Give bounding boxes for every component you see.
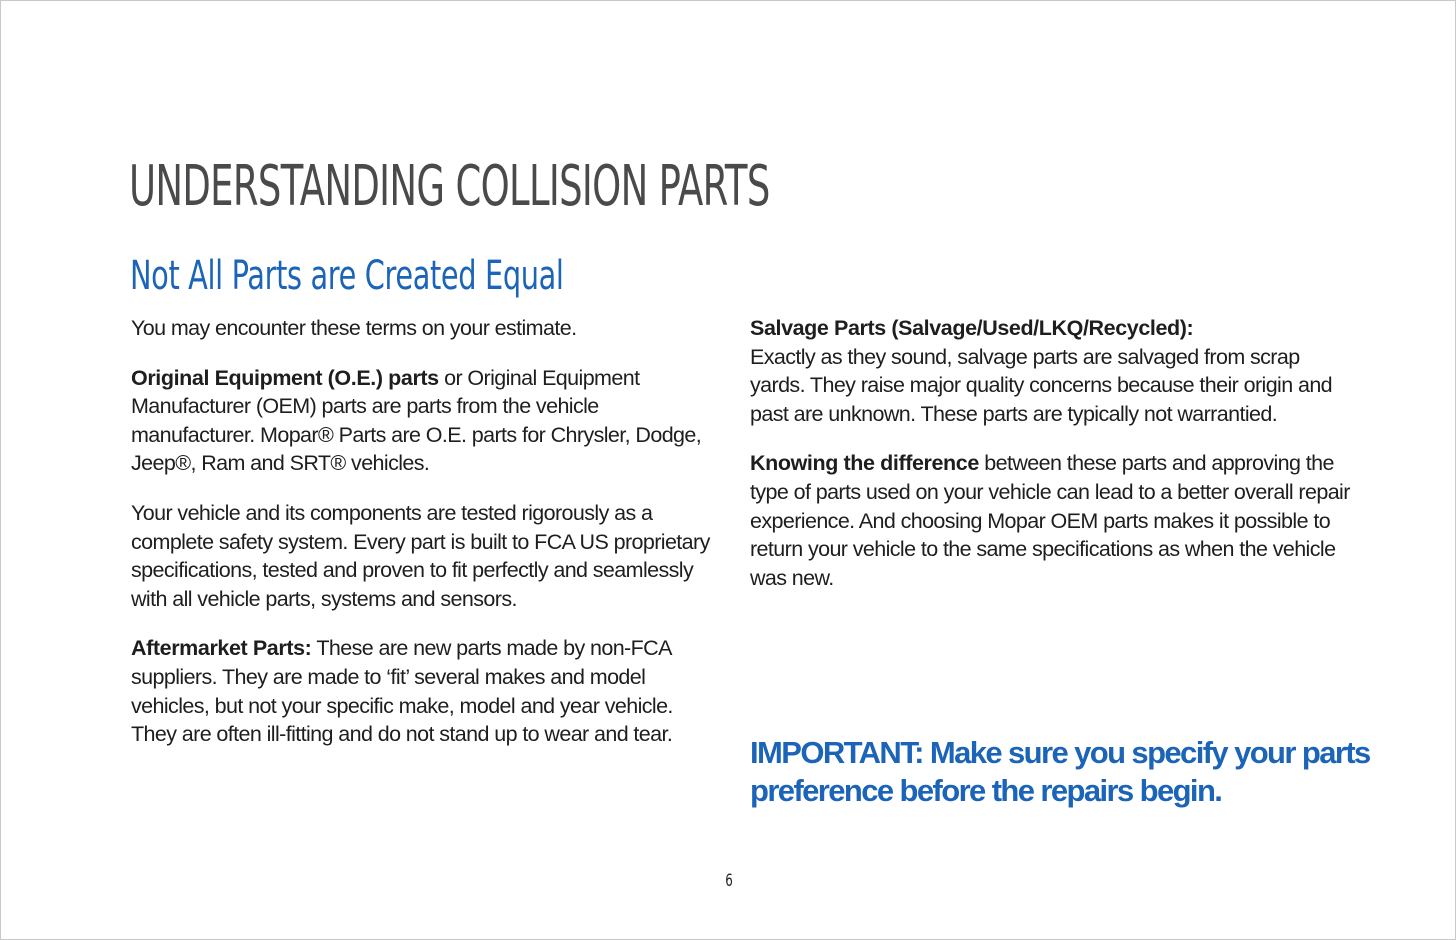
important-callout: IMPORTANT: Make sure you specify your parts preference before the repairs begin. [750, 735, 1370, 808]
page-number: 6 [725, 871, 733, 891]
knowing-paragraph [750, 449, 1350, 592]
salvage-paragraph [750, 314, 1350, 428]
page-subtitle: Not All Parts are Created Equal [130, 253, 564, 299]
knowing-text: between these parts and approving the type of parts used on your vehicle can lead to a better overall repair experience. And choosing Mopar OEM parts makes it possible to return your vehicle to the same specifications as when the vehicle was new. [750, 451, 1350, 590]
page-title: UNDERSTANDING COLLISION PARTS [129, 154, 770, 219]
salvage-text: Exactly as they sound, salvage parts are salvaged from scrap yards. They raise major quality concerns because their origin and past are unknown. These parts are typically not warrantied. [750, 344, 1333, 426]
aftermarket-term: Aftermarket Parts: [131, 636, 312, 661]
oe-parts-term: Original Equipment (O.E.) parts [131, 365, 439, 390]
oe-parts-paragraph [131, 364, 711, 478]
aftermarket-paragraph [131, 634, 711, 748]
salvage-term: Salvage Parts (Salvage/Used/LKQ/Recycled): [750, 316, 1194, 340]
testing-paragraph: Your vehicle and its components are tested rigorously as a complete safety system. Every part is built to FCA US proprietary specifications, tested and proven to fit perfectly and seamlessly with all vehicle parts, systems and sensors. [131, 500, 710, 611]
aftermarket-text: These are new parts made by non-FCA suppliers. They are made to ‘fit’ several makes and model vehicles, but not your specific make, model and year vehicle. They are often ill-fitting and do not stand up to wear and tear. [131, 636, 673, 747]
knowing-term: Knowing the difference [750, 451, 979, 476]
oe-parts-text: or Original Equipment Manufacturer (OEM) parts are parts from the vehicle manufacturer. Mopar® Parts are O.E. parts for Chrysler, Dodge, Jeep®, Ram and SRT® vehicles. [131, 365, 702, 476]
left-column [131, 314, 711, 770]
right-column [750, 314, 1350, 613]
intro-paragraph: You may encounter these terms on your estimate. [131, 316, 577, 340]
